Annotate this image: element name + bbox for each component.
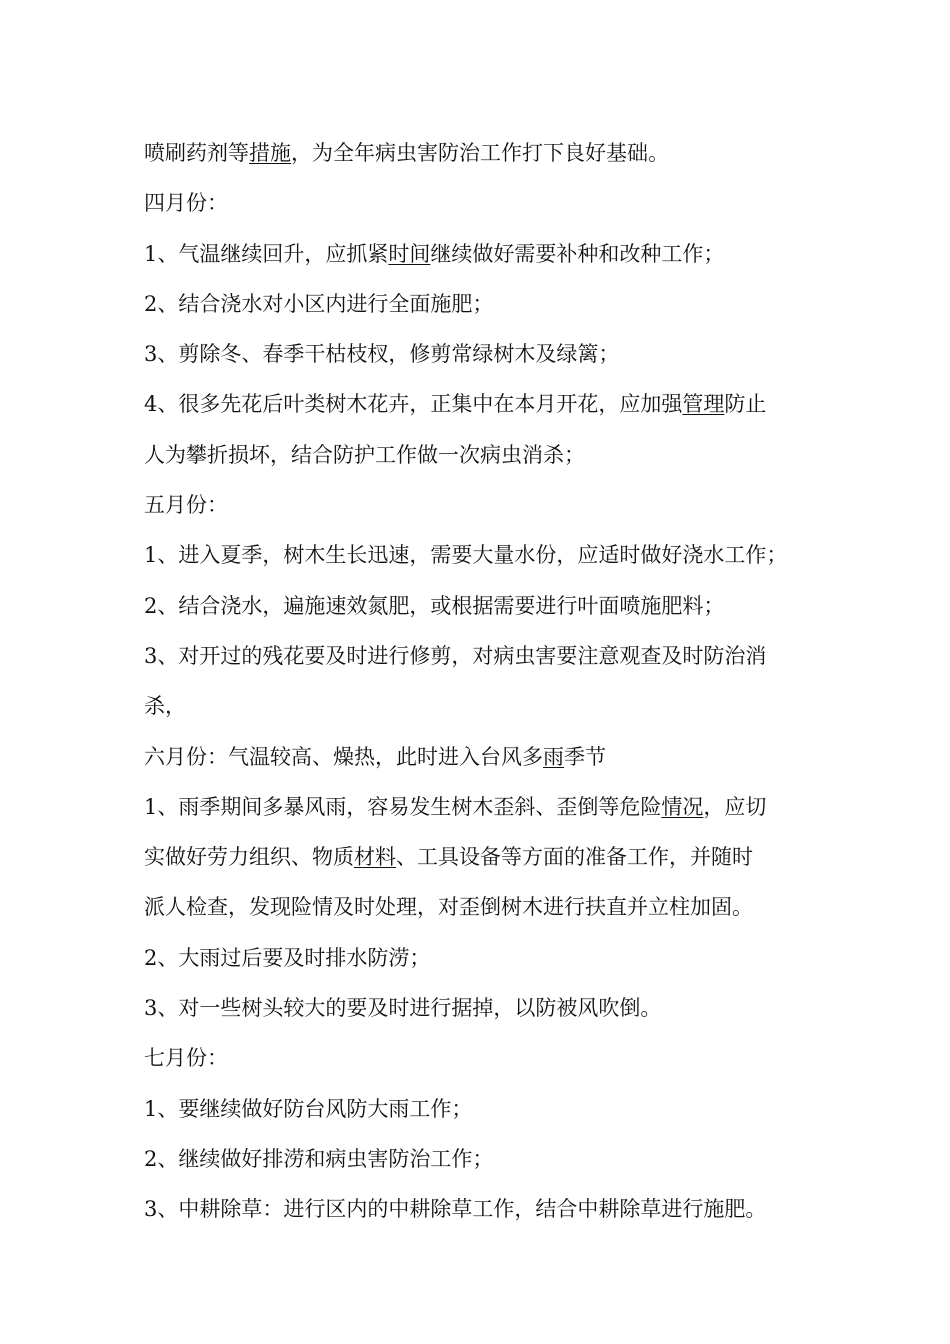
text-segment: 1、要继续做好防台风防大雨工作； <box>144 1096 473 1121</box>
text-segment: 2、大雨过后要及时排水防涝； <box>144 945 431 970</box>
text-line <box>144 435 824 485</box>
text-line <box>144 535 824 585</box>
text-segment: 3、剪除冬、春季干枯枝杈，修剪常绿树木及绿篱； <box>144 342 620 367</box>
text-segment: ，应切 <box>703 794 767 819</box>
text-line <box>144 133 824 183</box>
text-line <box>144 636 824 686</box>
text-segment: 3、中耕除草：进行区内的中耕除草工作，结合中耕除草进行施肥。 <box>144 1197 767 1222</box>
text-line <box>144 686 824 736</box>
text-line <box>144 887 824 937</box>
text-segment: 2、继续做好排涝和病虫害防治工作； <box>144 1146 494 1171</box>
text-line <box>144 586 824 636</box>
text-segment: 1、雨季期间多暴风雨，容易发生树木歪斜、歪倒等危险 <box>144 794 662 819</box>
underlined-term[interactable]: 管理 <box>682 392 725 417</box>
text-segment: ，为全年病虫害防治工作打下良好基础。 <box>291 141 669 165</box>
text-segment: 1、进入夏季，树木生长迅速，需要大量水份，应适时做好浇水工作； <box>144 543 788 568</box>
text-segment: 杀， <box>144 694 186 719</box>
text-line <box>144 234 824 284</box>
text-line <box>144 384 824 434</box>
section-heading-july <box>144 1038 824 1088</box>
section-heading-april <box>144 183 824 233</box>
underlined-term[interactable]: 雨 <box>543 744 564 769</box>
text-segment: 2、结合浇水，遍施速效氮肥，或根据需要进行叶面喷施肥料； <box>144 593 725 618</box>
underlined-term[interactable]: 时间 <box>388 241 431 266</box>
text-line <box>144 938 824 988</box>
text-segment: 四月份： <box>144 191 228 216</box>
text-segment: 继续做好需要补种和改种工作； <box>430 241 725 266</box>
text-line <box>144 1089 824 1139</box>
text-segment: 季节 <box>564 744 606 769</box>
text-segment: 、工具设备等方面的准备工作，并随时 <box>396 845 753 870</box>
text-segment: 喷刷药剂等 <box>144 141 249 165</box>
text-segment: 1、气温继续回升，应抓紧 <box>144 241 389 266</box>
text-line <box>144 787 824 837</box>
text-line <box>144 988 824 1038</box>
section-heading-june <box>144 737 824 787</box>
section-heading-may <box>144 485 824 535</box>
text-segment: 2、结合浇水对小区内进行全面施肥； <box>144 291 494 316</box>
text-segment: 3、对开过的残花要及时进行修剪，对病虫害要注意观查及时防治消 <box>144 643 767 668</box>
text-line <box>144 1139 824 1189</box>
text-line <box>144 334 824 384</box>
text-segment: 派人检查，发现险情及时处理，对歪倒树木进行扶直并立柱加固。 <box>144 895 753 920</box>
document-body <box>144 133 824 1240</box>
text-segment: 4、很多先花后叶类树木花卉，正集中在本月开花，应加强 <box>144 392 683 417</box>
underlined-term[interactable]: 材料 <box>354 845 396 870</box>
text-segment: 五月份： <box>144 493 228 518</box>
text-segment: 防止 <box>724 392 767 417</box>
underlined-term[interactable]: 措施 <box>249 141 291 165</box>
text-line <box>144 837 824 887</box>
text-segment: 七月份： <box>144 1046 228 1071</box>
text-line <box>144 1189 824 1239</box>
text-line <box>144 284 824 334</box>
text-segment: 3、对一些树头较大的要及时进行据掉，以防被风吹倒。 <box>144 996 662 1021</box>
underlined-term[interactable]: 情况 <box>661 794 704 819</box>
text-segment: 实做好劳力组织、物质 <box>144 845 354 870</box>
text-segment: 人为攀折损坏，结合防护工作做一次病虫消杀； <box>144 442 585 467</box>
text-segment: 六月份：气温较高、燥热，此时进入台风多 <box>144 744 543 769</box>
